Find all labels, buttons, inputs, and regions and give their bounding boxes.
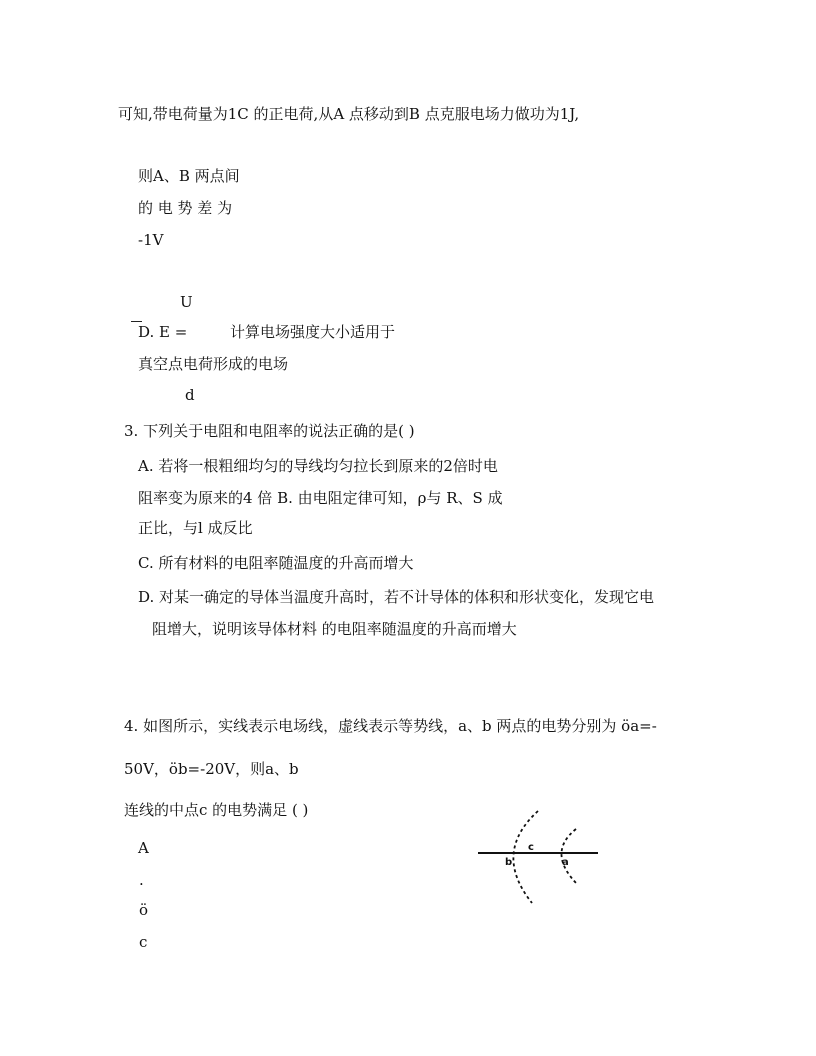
point-c-label: c: [528, 842, 534, 853]
text-line: 的 电 势 差 为: [138, 199, 233, 217]
vertical-text: A: [138, 839, 149, 857]
question-4: 4. 如图所示，实线表示电场线，虚线表示等势线，a、b 两点的电势分别为 öa=-: [124, 717, 657, 735]
text-line: -1V: [138, 231, 164, 249]
question-3: 3. 下列关于电阻和电阻率的说法正确的是( ): [124, 422, 415, 440]
option-a-b: 阻率变为原来的4 倍 B. 由电阻定律可知，ρ与 R、S 成: [138, 489, 503, 507]
question-4-cont: 50V，öb=-20V，则a、b: [124, 760, 299, 778]
formula-denominator: d: [185, 386, 195, 404]
option-d-cont: 阻增大，说明该导体材料 的电阻率随温度的升高而增大: [152, 620, 517, 638]
formula-option-d: D. E =: [138, 323, 188, 341]
formula-numerator: U: [180, 293, 193, 311]
option-c: C. 所有材料的电阻率随温度的升高而增大: [138, 554, 414, 572]
vertical-text: c: [139, 933, 148, 951]
vertical-text: ö: [139, 901, 149, 919]
text-line: 计算电场强度大小适用于: [230, 323, 396, 341]
point-a-label: a: [562, 857, 569, 868]
text-line: 真空点电荷形成的电场: [138, 355, 289, 373]
question-4-cont: 连线的中点c 的电势满足 ( ): [124, 801, 309, 819]
vertical-text: .: [139, 871, 144, 889]
option-b-cont: 正比，与l 成反比: [138, 519, 253, 537]
field-diagram: [470, 805, 610, 910]
option-d: D. 对某一确定的导体当温度升高时，若不计导体的体积和形状变化，发现它电: [138, 588, 655, 606]
equipotential-line-left: [513, 811, 538, 903]
text-line: 可知,带电荷量为1C 的正电荷,从A 点移动到B 点克服电场力做功为1J,: [118, 105, 580, 123]
text-line: 则A、B 两点间: [138, 167, 240, 185]
option-a: A. 若将一根粗细均匀的导线均匀拉长到原来的2倍时电: [138, 457, 498, 475]
point-b-label: b: [505, 857, 513, 868]
